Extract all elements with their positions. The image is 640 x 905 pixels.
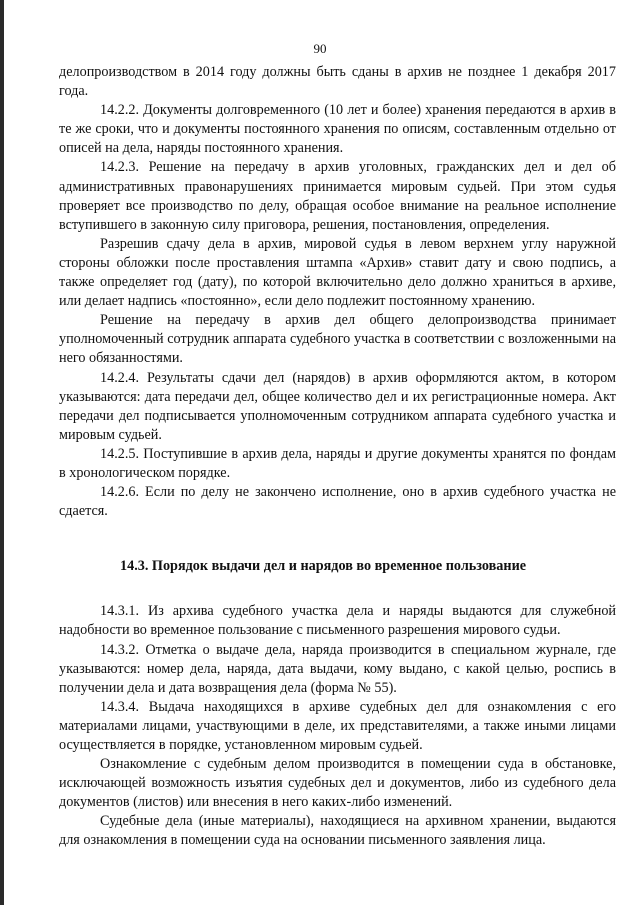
paragraph-general-records: Решение на передачу в архив дел общего делопроизводства принимает уполномоченный сотрудник аппарата судебного участка в соответствии с возложенными на него обязанностями. [59,312,616,367]
paragraph-court-cases: Судебные дела (иные материалы), находящиеся на архивном хранении, выдаются для ознакомления в помещении суда на основании письменного заявления лица. [59,813,616,849]
paragraph-14-2-2: 14.2.2. Документы долговременного (10 лет и более) хранения передаются в архив в те же сроки, что и документы постоянного хранения по описям, составленным отдельно от описей на дела, наряды постоянного хранения. [59,102,616,157]
scan-edge [0,0,4,905]
paragraph-continuation: делопроизводством в 2014 году должны быть сданы в архив не позднее 1 декабря 2017 года. [59,64,616,100]
paragraph-14-2-5: 14.2.5. Поступившие в архив дела, наряды и другие документы хранятся по фондам в хронологическом порядке. [59,445,616,481]
paragraph-familiarization: Ознакомление с судебным делом производится в помещении суда в обстановке, исключающей возможность изъятия судебных дел и документов, либо из судебного дела документов (листов) или внесения в него каких-либо изменений. [59,756,616,811]
document-body [59,63,616,851]
section-heading-14-3: 14.3. Порядок выдачи дел и нарядов во временное пользование [120,558,527,575]
page-number: 90 [313,41,327,56]
paragraph-14-2-6: 14.2.6. Если по делу не закончено исполнение, оно в архив судебного участка не сдается. [59,484,616,520]
paragraph-14-3-4: 14.3.4. Выдача находящихся в архиве судебных дел для ознакомления с его материалами лицами, участвующими в деле, их представителями, а также иными лицами осуществляется в порядке, установленном мировым судьей. [59,698,616,753]
paragraph-archive-permission: Разрешив сдачу дела в архив, мировой судья в левом верхнем углу наружной стороны обложки после проставления штампа «Архив» ставит дату и свою подпись, а также определяет год (дату), по которой включительно дело должно храниться в архиве, или делает надпись «постоянно», если дело подлежит постоянному хранению. [59,235,616,310]
paragraph-14-3-2: 14.3.2. Отметка о выдаче дела, наряда производится в специальном журнале, где указываются: номер дела, наряда, дата выдачи, кому выдано, с какой целью, роспись в получении дела и дата возвращения дела (форма № 55). [59,641,616,696]
paragraph-14-3-1: 14.3.1. Из архива судебного участка дела и наряды выдаются для служебной надобности во временное пользование с письменного разрешения мирового судьи. [59,603,616,639]
paragraph-14-2-3: 14.2.3. Решение на передачу в архив уголовных, гражданских дел и дел об административных правонарушениях принимается мировым судьей. При этом судья проверяет все производство по делу, обращая особое внимание на реальное исполнение вступившего в законную силу приговора, решения, постановления, определения. [59,159,616,233]
paragraph-14-2-4: 14.2.4. Результаты сдачи дел (нарядов) в архив оформляются актом, в котором указываются: дата передачи дел, общее количество дел и их регистрационные номера. Акт передачи дел подписывается уполномоченным сотрудником аппарата судебного участка и мировым судьей. [59,369,616,443]
